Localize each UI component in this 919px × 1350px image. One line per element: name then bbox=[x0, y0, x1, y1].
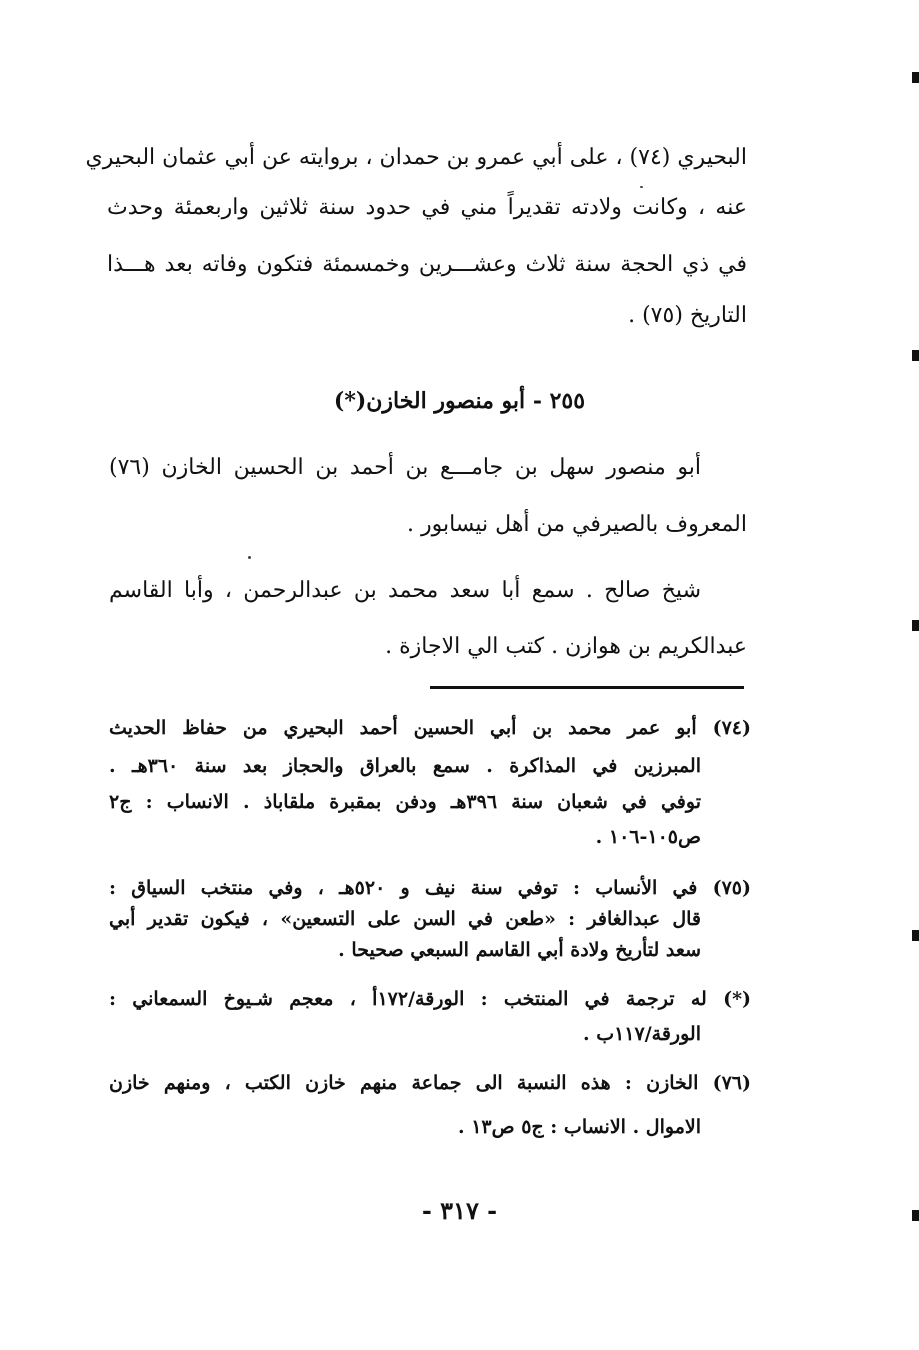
footnote-74-line-3: توفي في شعبان سنة ٣٩٦هـ ودفن بمقبرة ملقاباذ . الانساب : ج٢ bbox=[109, 791, 701, 813]
body-line-4: التاريخ (٧٥) . bbox=[628, 303, 747, 328]
body-line-2: عنه ، وكانت ولادته تقديراً مني في حدود سنة ثلاثين واربعمئة وحدث bbox=[107, 195, 747, 220]
entry-line-4: عبدالكريم بن هوازن . كتب الي الاجازة . bbox=[385, 634, 747, 659]
entry-line-1: أبو منصور سهل بن جامـــع بن أحمد بن الحسين الخازن (٧٦) bbox=[109, 455, 701, 480]
page-number: - ٣١٧ - bbox=[421, 1196, 498, 1225]
footnote-separator bbox=[430, 686, 744, 689]
footnote-star-line-2: الورقة/١١٧ب . bbox=[582, 1023, 701, 1045]
scan-edge-mark bbox=[912, 620, 919, 631]
footnote-74-line-4: ص١٠٥-١٠٦ . bbox=[595, 826, 701, 848]
body-line-1: البحيري (٧٤) ، على أبي عمرو بن حمدان ، بروايته عن أبي عثمان البحيري bbox=[85, 145, 747, 170]
footnote-star-line-1: (*) له ترجمة في المنتخب : الورقة/١٧٢أ ، معجم شـيوخ السمعاني : bbox=[109, 988, 751, 1010]
entry-line-3: شيخ صالح . سمع أبا سعد محمد بن عبدالرحمن ، وأبا القاسم bbox=[109, 578, 701, 603]
footnote-75-line-2: قال عبدالغافر : «طعن في السن على التسعين» ، فيكون تقدير أبي bbox=[109, 908, 701, 930]
scan-speck bbox=[640, 186, 643, 188]
footnote-75-line-1: (٧٥) في الأنساب : توفي سنة نيف و ٥٢٠هـ ، وفي منتخب السياق : bbox=[109, 877, 751, 899]
scan-edge-mark bbox=[912, 72, 919, 83]
footnote-76-line-1: (٧٦) الخازن : هذه النسبة الى جماعة منهم خازن الكتب ، ومنهم خازن bbox=[109, 1072, 751, 1094]
entry-title: ٢٥٥ - أبو منصور الخازن(*) bbox=[333, 388, 586, 414]
body-line-3: في ذي الحجة سنة ثلاث وعشـــرين وخمسمئة فتكون وفاته بعد هـــذا bbox=[107, 252, 747, 277]
footnote-74-line-1: (٧٤) أبو عمر محمد بن أبي الحسين أحمد البحيري من حفاظ الحديث bbox=[109, 717, 751, 739]
scan-edge-mark bbox=[912, 930, 919, 941]
footnote-74-line-2: المبرزين في المذاكرة . سمع بالعراق والحجاز بعد سنة ٣٦٠هـ . bbox=[109, 755, 701, 777]
footnote-76-line-2: الاموال . الانساب : ج٥ ص١٣ . bbox=[457, 1116, 701, 1138]
scan-speck bbox=[248, 556, 251, 559]
footnote-75-line-3: سعد لتأريخ ولادة أبي القاسم السبعي صحيحا . bbox=[338, 939, 701, 961]
scan-edge-mark bbox=[912, 350, 919, 361]
entry-line-2: المعروف بالصيرفي من أهل نيسابور . bbox=[406, 512, 747, 537]
scan-edge-mark bbox=[912, 1210, 919, 1221]
